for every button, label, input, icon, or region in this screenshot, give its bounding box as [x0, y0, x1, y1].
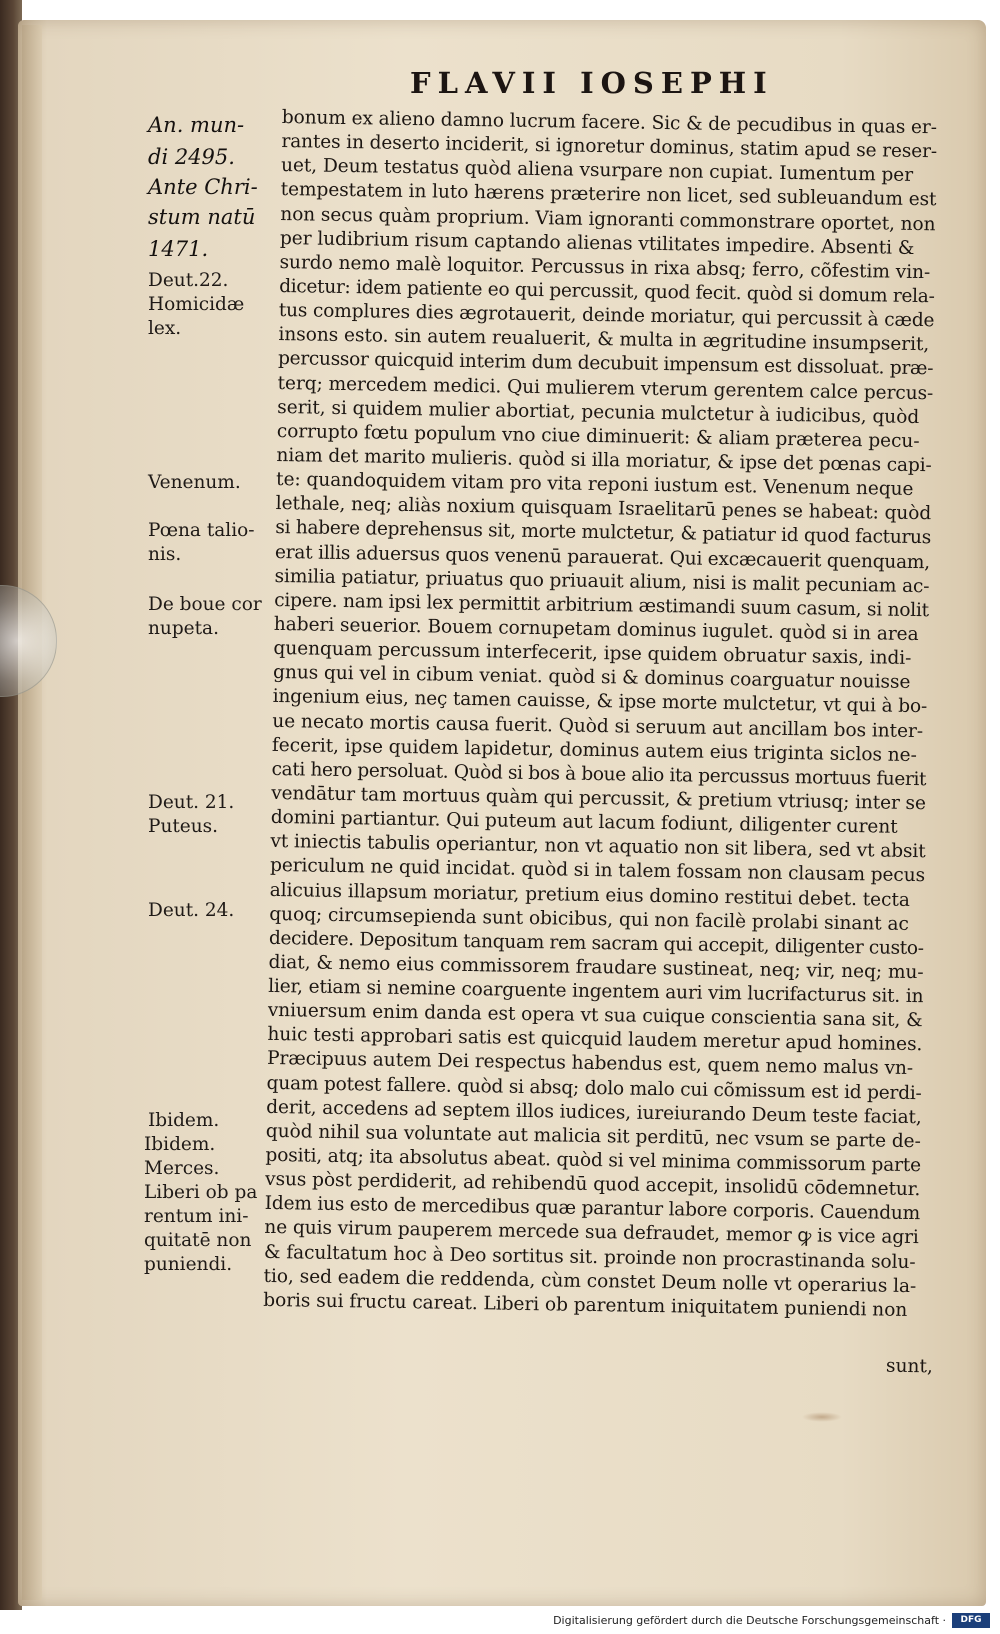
text-line: alicuius illapsum moriatur, pretium eius domino restitui debet. tecta: [269, 879, 911, 911]
text-line: insons esto. sin autem reualuerit, & multa in ægritudine insumpserit,: [278, 324, 930, 356]
margin-note: Ante Chri-: [148, 175, 258, 199]
margin-note: stum natū: [148, 205, 256, 229]
text-line: gnus qui vel in cibum veniat. quòd si & dominus coarguatur nouisse: [272, 662, 911, 694]
ink-smudge: [802, 1412, 842, 1422]
text-line: derit, accedens ad septem illos iudices, iureiurando Deum teste faciat,: [266, 1096, 922, 1128]
text-line: ue necato mortis causa fuerit. Quòd si seruum aut ancillam bos inter-: [272, 710, 924, 742]
text-line: te: quandoquidem vitam pro vita reponi iustum est. Venenum neque: [275, 469, 914, 501]
margin-note: Venenum.: [148, 472, 241, 493]
text-line: vniuersum enim danda est opera vt sua cuique conscientia sana sit, &: [267, 1000, 923, 1032]
footer-bar: [0, 1610, 1000, 1634]
text-line: dicetur: idem patiente eo qui percussit, quod fecit. quòd si domum rela-: [279, 275, 935, 308]
text-line: vendātur tam mortuus quàm qui percussit, & pretium vtriusq; inter se: [271, 782, 926, 815]
text-line: quam potest fallere. quòd si absq; dolo malo cui cõmissum est id perdi-: [266, 1072, 922, 1104]
text-line: cati hero persoluat. Quòd si bos à boue alio ita percussus mortuus fuerit: [271, 758, 927, 790]
running-head: FLAVII IOSEPHI: [410, 66, 774, 100]
text-line: lethale, neq; aliàs noxium quisquam Israelitarū penes se habeat: quòd: [275, 493, 932, 525]
margin-note: di 2495.: [148, 145, 235, 169]
margin-note: Ibidem.: [144, 1134, 216, 1155]
text-line: & facultatum hoc à Deo sortitus sit. proinde non procrastinanda solu-: [263, 1241, 916, 1273]
margin-note: nis.: [148, 544, 182, 565]
text-line: per ludibrium risum captando alienas vtilitates impedire. Absenti &: [279, 227, 915, 259]
margin-note: Deut.22.: [148, 270, 229, 291]
margin-note: Homicidæ: [148, 294, 245, 315]
margin-note: An. mun-: [148, 113, 245, 137]
text-line: vsus pòst perdiderit, ad rehibendū quod accepit, insolidū cōdemnetur.: [264, 1169, 921, 1201]
margin-note: Deut. 24.: [148, 900, 235, 921]
text-line: surdo nemo malè loquitor. Percussus in rixa absq; ferro, cõfestim vin-: [279, 251, 931, 284]
margin-note: nupeta.: [148, 618, 219, 639]
text-line: cipere. nam ipsi lex permittit arbitrium æstimandi suum casum, si nolit: [274, 589, 929, 622]
margin-note: Deut. 21.: [148, 792, 235, 813]
catchword: sunt,: [885, 1355, 934, 1378]
body-text: [263, 106, 942, 1323]
margin-note: Ibidem.: [148, 1110, 220, 1131]
margin-note: lex.: [148, 318, 182, 339]
text-line: quoq; circumsepienda sunt obicibus, qui non facilè prolabi sinant ac: [269, 903, 910, 935]
text-line: positi, atq; ita absolutus abeat. quòd si vel minima commissorum parte: [265, 1144, 922, 1177]
margin-note: puniendi.: [144, 1254, 233, 1275]
page-gutter: [22, 25, 42, 1600]
text-line: serit, si quidem mulier abortiat, pecunia mulctetur à iudicibus, quòd: [277, 396, 920, 428]
text-line: domini partiantur. Qui puteum aut lacum fodiunt, diligenter curent: [270, 806, 898, 838]
text-line: Idem ius esto de mercedibus quæ parantur labore corporis. Cauendum: [264, 1193, 921, 1225]
text-line: ne quis virum pauperem mercede sua defraudet, memor ꝙ is vice agri: [264, 1217, 919, 1249]
text-line: quòd nihil sua voluntate aut malicia sit perditū, nec vsum se parte de-: [265, 1120, 921, 1153]
text-line: diat, & nemo eius commissorem fraudare sustineat, neq; vir, neq; mu-: [268, 951, 924, 984]
text-line: vt iniectis tabulis operiantur, non vt aquatio non sit libera, sed vt absit: [270, 831, 926, 863]
text-line: lier, etiam si nemine coarguente ingentem auri vim lucrifacturus sit. in: [268, 975, 924, 1008]
text-line: corrupto fœtu populum vno ciue diminuerit: & aliam præterea pecu-: [276, 420, 920, 452]
text-line: erat illis aduersus quos venenū parauerat. Qui excæcauerit quenquam,: [274, 541, 931, 573]
text-line: tio, sed eadem die reddenda, cùm constet Deum nolle vt operarius la-: [263, 1265, 917, 1297]
text-line: Præcipuus autem Dei respectus habendus est, quem nemo malus vn-: [266, 1048, 914, 1080]
text-line: periculum ne quid incidat. quòd si in talem fossam non clausam pecus: [269, 855, 926, 887]
text-line: huic testi approbari satis est quicquid laudem meretur apud homines.: [267, 1024, 923, 1056]
text-line: boris sui fructu careat. Liberi ob parentum iniquitatem puniendi non: [263, 1289, 908, 1321]
text-line: percussor quicquid interim dum decubuit impensum est dissoluat. præ-: [277, 348, 934, 380]
text-line: quenquam percussum interfecerit, ipse quidem obruatur saxis, indi-: [273, 638, 912, 670]
funding-credit: Digitalisierung gefördert durch die Deutsche Forschungsgemeinschaft ·: [553, 1614, 946, 1627]
margin-note: Puteus.: [148, 816, 219, 837]
margin-note: Merces.: [144, 1158, 220, 1179]
text-line: similia patiatur, priuatus quo priuauit alium, nisi is malit pecuniam ac-: [274, 565, 930, 597]
margin-note: quitatē non: [144, 1230, 252, 1251]
margin-note: Liberi ob pa: [144, 1182, 258, 1203]
text-line: niam det marito mulieris. quòd si illa moriatur, & ipse det pœnas capi-: [276, 444, 932, 477]
text-line: tempestatem in luto hærens præterire non licet, sed subleuandum est: [280, 179, 937, 211]
text-line: haberi seuerior. Bouem cornupetam dominus iugulet. quòd si in area: [273, 613, 919, 646]
margin-note: 1471.: [148, 237, 209, 261]
text-line: ingenium eius, neç tamen cauisse, & ipse morte mulctetur, vt qui à bo-: [272, 686, 928, 718]
text-line: rantes in deserto inciderit, si ignoretur dominus, statim apud se reser-: [281, 131, 938, 163]
margin-note: De boue cor: [148, 594, 262, 615]
text-line: bonum ex alieno damno lucrum facere. Sic & de pecudibus in quas er-: [281, 106, 937, 139]
dfg-logo: DFG: [952, 1613, 990, 1628]
text-line: si habere deprehensus sit, morte mulctetur, & patiatur id quod facturus: [275, 517, 932, 549]
text-line: uet, Deum testatus quòd aliena vsurpare non cupiat. Iumentum per: [280, 155, 914, 187]
margin-note: rentum ini-: [144, 1206, 249, 1227]
text-line: terq; mercedem medici. Qui mulierem vterum gerentem calce percus-: [277, 372, 934, 404]
text-line: tus complures dies ægrotauerit, deinde moriatur, qui percussit à cæde: [278, 300, 935, 332]
margin-note: Pœna talio-: [148, 520, 255, 541]
text-line: non secus quàm proprium. Viam ignoranti commonstrare oportet, non: [280, 203, 936, 235]
text-line: fecerit, ipse quidem lapidetur, dominus autem eius triginta siclos ne-: [271, 734, 917, 766]
text-line: decidere. Depositum tanquam rem sacram qui accepit, diligenter custo-: [268, 927, 924, 959]
